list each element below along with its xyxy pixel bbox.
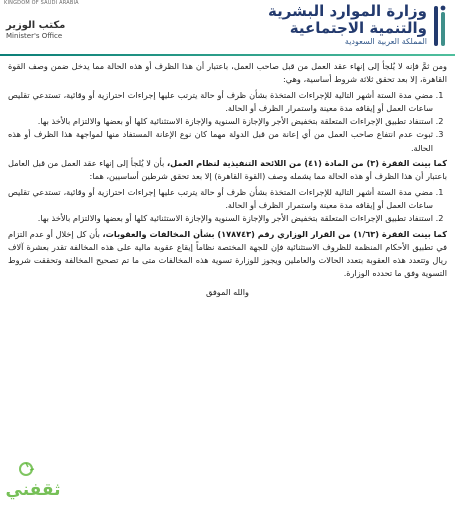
ministry-name-line1: وزارة الموارد البشرية — [268, 2, 427, 20]
list-item: 1. مضي مدة الستة أشهر التالية للإجراءات المتخذة بشأن ظرف أو حالة يترتب عليها إجراءات احترازية أو وقائية، تستدعي تقليص ساعات العمل أو إيقافه مدة معينة واستمرار الظرف أو الحالة. — [8, 89, 433, 116]
list-item: 1. مضي مدة الستة أشهر التالية للإجراءات المتخذة بشأن ظرف أو حالة يترتب عليها إجراءات احترازية أو وقائية، تستدعي تقليص ساعات العمل أو إيقافه مدة معينة واستمرار الظرف أو الحالة. — [8, 186, 433, 213]
kingdom-name-ar: المملكة العربية السعودية — [344, 37, 427, 46]
ministers-office-block — [6, 20, 65, 40]
signoff: والله الموفق — [206, 286, 249, 297]
conditions-list-2 — [8, 186, 447, 226]
list-item: 2. استنفاد تطبيق الإجراءات المتعلقة بتخفيض الأجر والإجازة السنوية والإجازة الاستثنائية كلها أو بعضها والالتزام بالأخذ بها. — [8, 212, 433, 225]
conditions-list-1 — [8, 89, 447, 155]
site-watermark-logo — [4, 459, 62, 503]
kingdom-label: KINGDOM OF SAUDI ARABIA — [4, 0, 79, 6]
paragraph-3-text: بأن كل إخلال أو عدم التزام في تطبيق الأحكام المنظمة للظروف الاستثنائية فإن للجهة المختصة نظاماً إيقاع عقوبة مالية على هذه المخالفة تقدر بعشرة آلاف ريال وتتعدد هذه العقوبة بتعدد الحالات والعاملين ويجوز للوزارة تسوية هذه المخالفات متى ما تم تصحيح المخالفة وتحققت شروط التسوية وفق ما تحدده الوزارة. — [8, 228, 447, 279]
office-title-en: Minister's Office — [6, 32, 63, 40]
ministry-name-line2: والتنمية الاجتماعية — [289, 19, 427, 37]
paragraph-3-heading: كما بينت الفقرة (١/٦٣) من القرار الوزاري رقم (١٧٨٧٤٣) بشأن المخالفات والعقوبات، — [102, 228, 447, 239]
ministry-logo-block — [268, 2, 449, 50]
paragraph-2-text: بأن لا يُلجأ إلى إنهاء عقد العمل من قبل العامل باعتبار أن هذا الظرف أو هذه الحالة مما يشمله وصف (القوة القاهرة) إلا بعد تحقق شرطين أساسيين، هما: — [8, 158, 447, 182]
office-title-ar: مكتب الوزير — [6, 20, 66, 31]
list-item: 3. ثبوت عدم انتفاع صاحب العمل من أي إعانة من قبل الدولة مهما كان نوع الإعانة المستفاد منها لمواجهة هذا الظرف أو هذه الحالة. — [8, 128, 433, 155]
header-divider — [0, 54, 455, 56]
paragraph-2-heading: كما بينت الفقرة (٣) من المادة (٤١) من اللائحة التنفيذية لنظام العمل، — [166, 158, 447, 169]
paragraph-2 — [8, 157, 447, 184]
ministry-logo-icon — [431, 4, 449, 48]
list-item: 2. استنفاد تطبيق الإجراءات المتعلقة بتخفيض الأجر والإجازة السنوية والإجازة الاستثنائية كلها أو بعضها والالتزام بالأخذ بها. — [8, 115, 433, 128]
intro-paragraph: ومن ثمَّ فإنه لا يُلجأ إلى إنهاء عقد العمل من قبل صاحب العمل، باعتبار أن هذا الظرف أو هذه الحالة مما يدخل ضمن وصف القوة القاهرة، إلا بعد تحقق ثلاثة شروط أساسية، وهي: — [8, 61, 447, 85]
letter-body — [8, 60, 447, 301]
watermark-text: ثقفني — [5, 480, 61, 500]
paragraph-3 — [8, 228, 447, 281]
